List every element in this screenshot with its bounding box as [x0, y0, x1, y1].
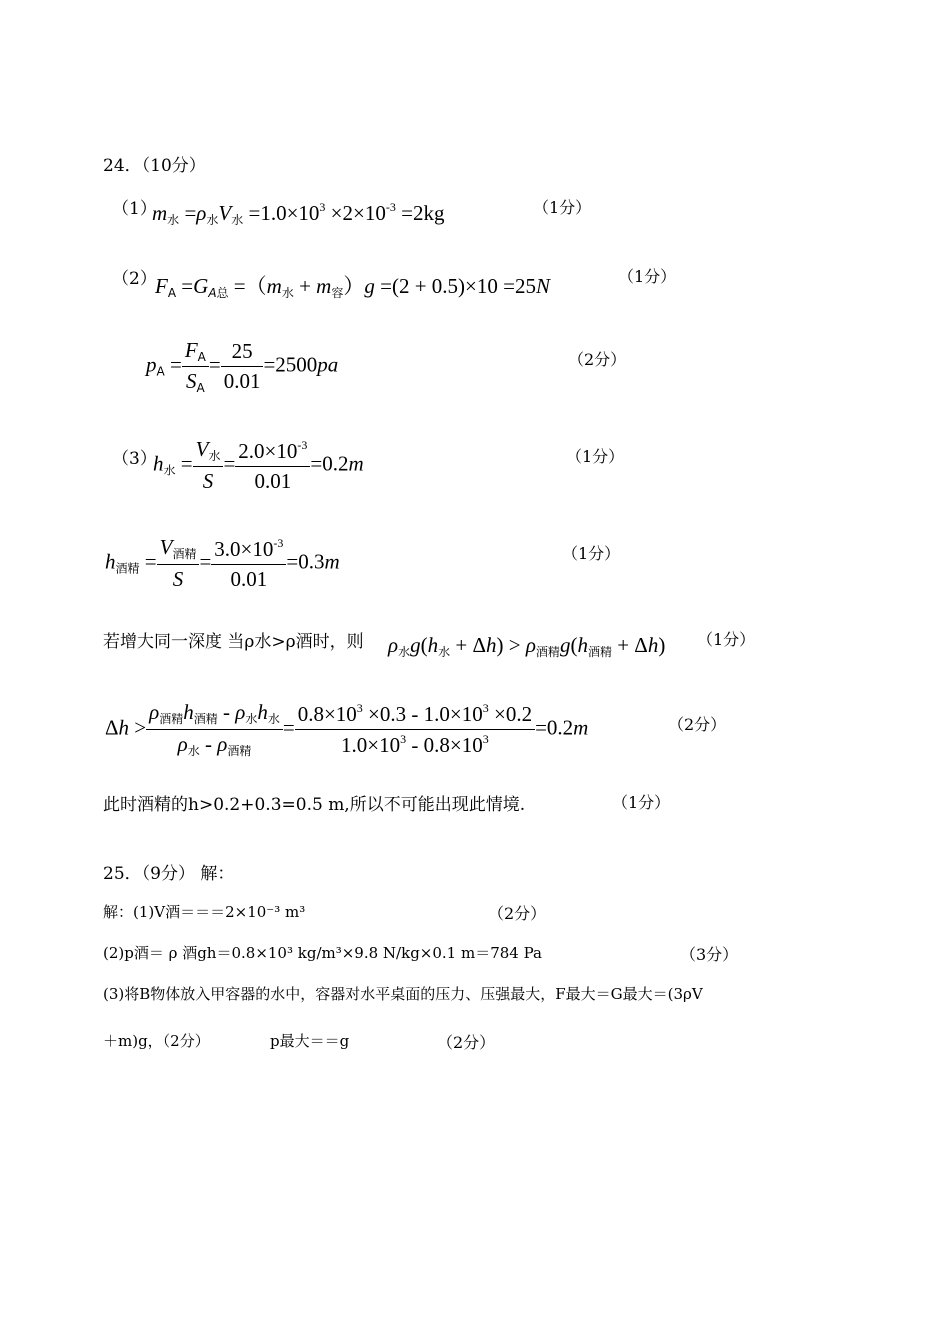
q24-part3-hwater-formula: $h_水$ = $\frac{V_水}{S}$ = $\frac{2.0\times 10^{-3}}{0.01}$ =0.2m [153, 437, 364, 493]
q25-line4-points: （2分） [437, 1033, 496, 1052]
q24-part2-pressure-formula: $p_A$ = $\frac{F_A}{S_A}$ = $\frac{25}{0.01}$ =2500pa [146, 338, 339, 395]
q25-line2: (2)p酒＝ ρ 酒gh＝0.8×10³ kg/m³×9.8 N/kg×0.1 m＝784 Pa [103, 944, 542, 962]
q24-part2-pressure-points: （2分） [568, 350, 627, 369]
q24-delta-formula: Δh > $\frac{\rho_{酒精}h_{酒精} - \rho_水h_水}{\rho_水 - \rho_{酒精}}$ = $\frac{0.8\times 10^3 \times 0.3 - 1.0\times 10^3 \times 0.2}{1.0\times 10^3 - 0.8\times 10^3}$ =0.2m [105, 700, 589, 758]
q24-part3-label: （3） [112, 449, 157, 469]
q24-conclusion-points: （1分） [612, 793, 671, 812]
q25-header: 25．（9分） 解： [103, 864, 235, 884]
q24-part1-formula: $m_水 =\rho_水V_水 =1.0\times 10^3 \times 2\times 10^{-3} =2kg$ [152, 200, 445, 227]
q25-line4b: p最大＝＝g [270, 1032, 350, 1050]
q25-line1: 解：(1)V酒＝＝＝2×10⁻³ m³ [103, 903, 306, 921]
q24-conclusion: 此时酒精的h>0.2+0.3=0.5 m,所以不可能出现此情境. [103, 795, 526, 815]
q24-increase-text: 若增大同一深度 当ρ水>ρ酒时，则 [103, 632, 364, 652]
q24-part2-force-points: （1分） [618, 267, 677, 286]
q24-part2-label: （2） [112, 269, 157, 289]
q24-header: 24．（10分） [103, 156, 206, 176]
q24-delta-points: （2分） [668, 715, 727, 734]
q24-part2-force-formula: $F_A =G_{A总} =(m_水 + m_容)g =(2 + 0.5)\times 10 =25N$ [155, 274, 550, 300]
q24-part3-hwater-points: （1分） [566, 447, 625, 466]
q24-part3-halcohol-formula: $h_{酒精}$ = $\frac{V_{酒精}}{S}$ = $\frac{3.0\times 10^{-3}}{0.01}$ =0.3m [105, 535, 340, 591]
q24-inequality: $\rho_水g(h_水 + \Delta h) > \rho_{酒精}g(h_{酒精} + \Delta h)$ [388, 633, 666, 659]
q24-part1-label: （1） [112, 199, 157, 219]
q25-line1-points: （2分） [488, 904, 547, 923]
q24-part1-points: （1分） [533, 198, 592, 217]
q25-line4: ＋m)g，（2分） [103, 1032, 210, 1050]
q25-line2-points: （3分） [680, 945, 739, 964]
q24-inequality-points: （1分） [697, 630, 756, 649]
q25-line3: (3)将B物体放入甲容器的水中，容器对水平桌面的压力、压强最大，F最大＝G最大＝(3ρV [103, 985, 703, 1003]
q24-part3-halcohol-points: （1分） [562, 544, 621, 563]
